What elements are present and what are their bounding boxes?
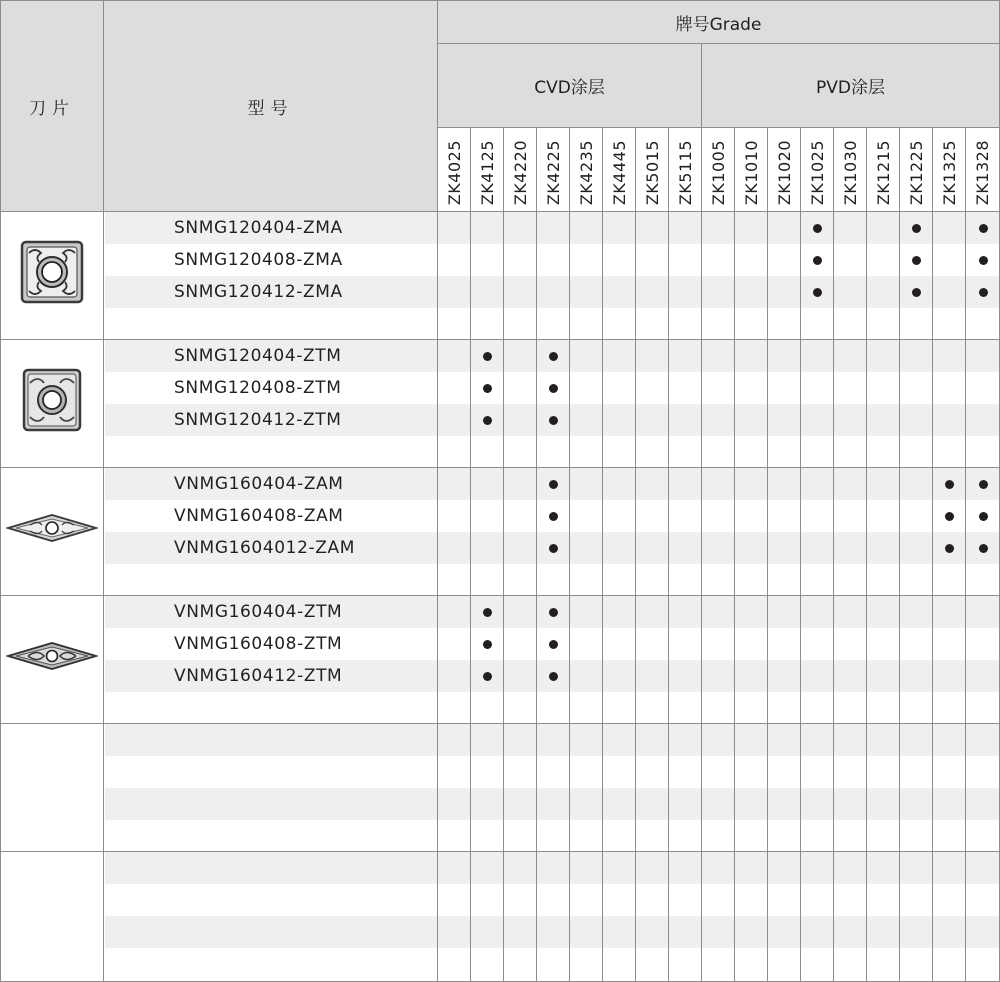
- grade-available-dot: [549, 640, 558, 649]
- grade-available-dot: [813, 256, 822, 265]
- grade-column-header: [504, 128, 537, 212]
- grade-column-header: [801, 128, 834, 212]
- column-divider: [503, 212, 504, 982]
- grade-column-label: ZK4220: [510, 139, 530, 205]
- model-number: VNMG1604012-ZAM: [174, 538, 355, 558]
- grade-available-dot: [912, 288, 921, 297]
- grade-available-dot: [549, 544, 558, 553]
- grade-available-dot: [483, 608, 492, 617]
- column-divider: [602, 212, 603, 982]
- grade-available-dot: [549, 384, 558, 393]
- square-insert-zma-icon: [19, 239, 85, 305]
- grade-column-label: ZK1010: [741, 139, 761, 205]
- model-number: VNMG160408-ZAM: [174, 506, 344, 526]
- column-divider: [668, 212, 669, 982]
- grade-available-dot: [549, 608, 558, 617]
- grade-column-label: ZK4235: [576, 139, 596, 205]
- grade-column-header: [933, 128, 966, 212]
- cvd-coating-label: CVD涂层: [534, 78, 605, 98]
- grade-available-dot: [979, 544, 988, 553]
- grade-available-dot: [549, 480, 558, 489]
- diamond-insert-zam-icon: [6, 513, 98, 543]
- grade-column-label: ZK1025: [807, 139, 827, 205]
- diamond-insert-ztm-icon: [6, 641, 98, 671]
- grade-column-header: [636, 128, 669, 212]
- grade-column-header: [570, 128, 603, 212]
- grade-available-dot: [549, 512, 558, 521]
- grade-available-dot: [483, 416, 492, 425]
- insert-column-header: [0, 0, 104, 212]
- column-divider: [437, 212, 438, 982]
- cvd-coating-header: [438, 44, 702, 128]
- grade-available-dot: [945, 480, 954, 489]
- insert-cell: [0, 852, 104, 982]
- model-number: SNMG120408-ZMA: [174, 250, 343, 270]
- pvd-coating-label: PVD涂层: [816, 78, 885, 98]
- column-divider: [767, 212, 768, 982]
- pvd-coating-header: [702, 44, 1000, 128]
- grade-column-header: [669, 128, 702, 212]
- grade-column-header: [834, 128, 867, 212]
- grade-column-label: ZK4225: [543, 139, 563, 205]
- grade-column-header: [702, 128, 735, 212]
- grade-available-dot: [549, 352, 558, 361]
- grade-column-header: [471, 128, 504, 212]
- model-number: VNMG160404-ZAM: [174, 474, 344, 494]
- column-divider: [635, 212, 636, 982]
- grade-column-header: [438, 128, 471, 212]
- grade-column-label: ZK1215: [873, 139, 893, 205]
- grade-column-header: [537, 128, 570, 212]
- column-divider: [734, 212, 735, 982]
- grade-available-dot: [979, 288, 988, 297]
- column-divider: [965, 212, 966, 982]
- grade-available-dot: [979, 256, 988, 265]
- grade-available-dot: [813, 288, 822, 297]
- grade-column-label: ZK1328: [973, 139, 992, 205]
- grade-column-label: ZK4445: [609, 139, 629, 205]
- grade-available-dot: [549, 672, 558, 681]
- model-number: SNMG120408-ZTM: [174, 378, 342, 398]
- model-number: SNMG120404-ZTM: [174, 346, 342, 366]
- column-divider: [899, 212, 900, 982]
- grade-column-label: ZK1325: [939, 139, 959, 205]
- grade-available-dot: [979, 512, 988, 521]
- grade-available-dot: [813, 224, 822, 233]
- column-divider: [569, 212, 570, 982]
- square-insert-ztm-icon: [21, 367, 83, 433]
- grade-available-dot: [945, 544, 954, 553]
- grade-available-dot: [945, 512, 954, 521]
- column-divider: [103, 212, 104, 982]
- grade-column-label: ZK5015: [642, 139, 662, 205]
- model-column-label: 型号: [247, 98, 294, 119]
- insert-cell: [0, 724, 104, 852]
- grade-column-label: ZK1020: [774, 139, 794, 205]
- column-divider: [866, 212, 867, 982]
- grade-column-label: ZK1030: [840, 139, 860, 205]
- model-column-header: [104, 0, 438, 212]
- grade-column-header: [966, 128, 1000, 212]
- column-divider: [470, 212, 471, 982]
- grade-available-dot: [912, 256, 921, 265]
- grade-column-label: ZK4125: [477, 139, 497, 205]
- insert-column-label: 刀片: [29, 98, 75, 119]
- grade-column-header: [900, 128, 933, 212]
- column-divider: [932, 212, 933, 982]
- grade-column-label: ZK1005: [708, 139, 728, 205]
- grade-column-header: [768, 128, 801, 212]
- grade-available-dot: [912, 224, 921, 233]
- grade-available-dot: [979, 224, 988, 233]
- model-number: SNMG120412-ZTM: [174, 410, 342, 430]
- column-divider: [800, 212, 801, 982]
- grade-group-label: 牌号Grade: [675, 14, 762, 35]
- column-divider: [536, 212, 537, 982]
- grade-group-header: [438, 0, 1000, 44]
- grade-available-dot: [483, 352, 492, 361]
- model-number: SNMG120412-ZMA: [174, 282, 343, 302]
- grade-column-header: [867, 128, 900, 212]
- model-number: VNMG160404-ZTM: [174, 602, 343, 622]
- model-number: SNMG120404-ZMA: [174, 218, 343, 238]
- column-divider: [701, 212, 702, 982]
- grade-column-header: [735, 128, 768, 212]
- grade-column-label: ZK4025: [444, 139, 464, 205]
- model-number: VNMG160408-ZTM: [174, 634, 343, 654]
- grade-available-dot: [483, 640, 492, 649]
- grade-column-header: [603, 128, 636, 212]
- grade-available-dot: [549, 416, 558, 425]
- grade-available-dot: [483, 672, 492, 681]
- grade-column-label: ZK1225: [906, 139, 926, 205]
- grade-column-label: ZK5115: [675, 139, 695, 205]
- model-number: VNMG160412-ZTM: [174, 666, 343, 686]
- column-divider: [833, 212, 834, 982]
- grade-available-dot: [979, 480, 988, 489]
- grade-available-dot: [483, 384, 492, 393]
